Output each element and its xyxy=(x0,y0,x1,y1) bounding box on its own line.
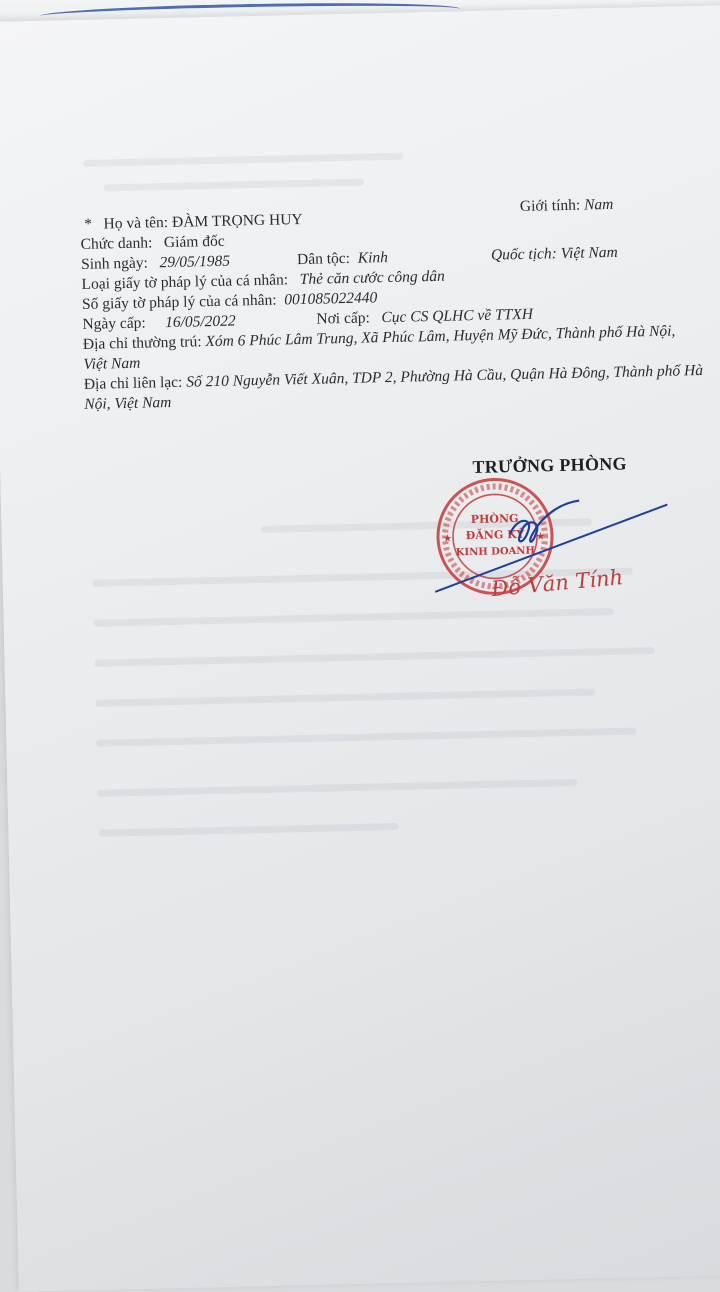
id-number-value: 001085022440 xyxy=(284,289,378,309)
ethnicity-label: Dân tộc: xyxy=(296,249,351,269)
stamp-star-left: ★ xyxy=(442,533,453,545)
issue-place-value: Cục CS QLHC về TTXH xyxy=(381,305,534,327)
contact-address-value: Số 210 Nguyễn Viết Xuân, TDP 2, Phường Hà Cầu, Quận Hà Đông, Thành phố Hà Nội, Việt Nam xyxy=(84,361,704,413)
ethnicity-value: Kinh xyxy=(357,249,389,267)
issue-date-value: 16/05/2022 xyxy=(164,312,236,332)
stamp-line-3: KINH DOANH xyxy=(455,545,536,559)
personal-info-section xyxy=(80,195,704,415)
show-through-text xyxy=(97,779,577,797)
dob-value: 29/05/1985 xyxy=(159,252,231,272)
position-value: Giám đốc xyxy=(163,232,225,252)
nationality-label: Quốc tịch: xyxy=(490,245,558,264)
show-through-text xyxy=(96,728,636,747)
id-number-label: Số giấy tờ pháp lý của cá nhân: xyxy=(81,291,277,313)
gender-label: Giới tính: xyxy=(519,196,581,216)
show-through-text xyxy=(98,823,398,837)
signature-block xyxy=(428,452,692,618)
stamp-line-1: PHÒNG xyxy=(470,511,519,527)
bullet-star: * xyxy=(84,215,100,233)
contact-address-label: Địa chỉ liên lạc: xyxy=(83,373,183,393)
id-type-value: Thẻ căn cước công dân xyxy=(299,267,445,289)
permanent-address-label: Địa chỉ thường trú: xyxy=(82,333,202,353)
stamp-line-2: ĐĂNG KÝ xyxy=(465,527,525,543)
id-type-label: Loại giấy tờ pháp lý của cá nhân: xyxy=(81,271,289,293)
show-through-text xyxy=(83,153,403,167)
issue-place-label: Nơi cấp: xyxy=(316,309,370,328)
permanent-address-value: Xóm 6 Phúc Lâm Trung, Xã Phúc Lâm, Huyện Mỹ Đức, Thành phố Hà Nội, Việt Nam xyxy=(83,322,676,373)
issue-date-label: Ngày cấp: xyxy=(82,314,146,333)
name-label: Họ và tên: xyxy=(103,214,169,233)
stamp-star-right: ★ xyxy=(535,531,546,543)
signer-name: Đỗ Văn Tính xyxy=(490,565,625,602)
nationality-value: Việt Nam xyxy=(560,243,618,263)
show-through-text xyxy=(95,688,595,706)
show-through-text xyxy=(104,179,364,192)
gender-value: Nam xyxy=(583,195,614,214)
signature-title: TRƯỞNG PHÒNG xyxy=(472,453,628,477)
position-label: Chức danh: xyxy=(80,234,153,253)
name-value: ĐÀM TRỌNG HUY xyxy=(171,210,303,231)
show-through-text xyxy=(94,647,654,667)
dob-label: Sinh ngày: xyxy=(80,254,149,273)
